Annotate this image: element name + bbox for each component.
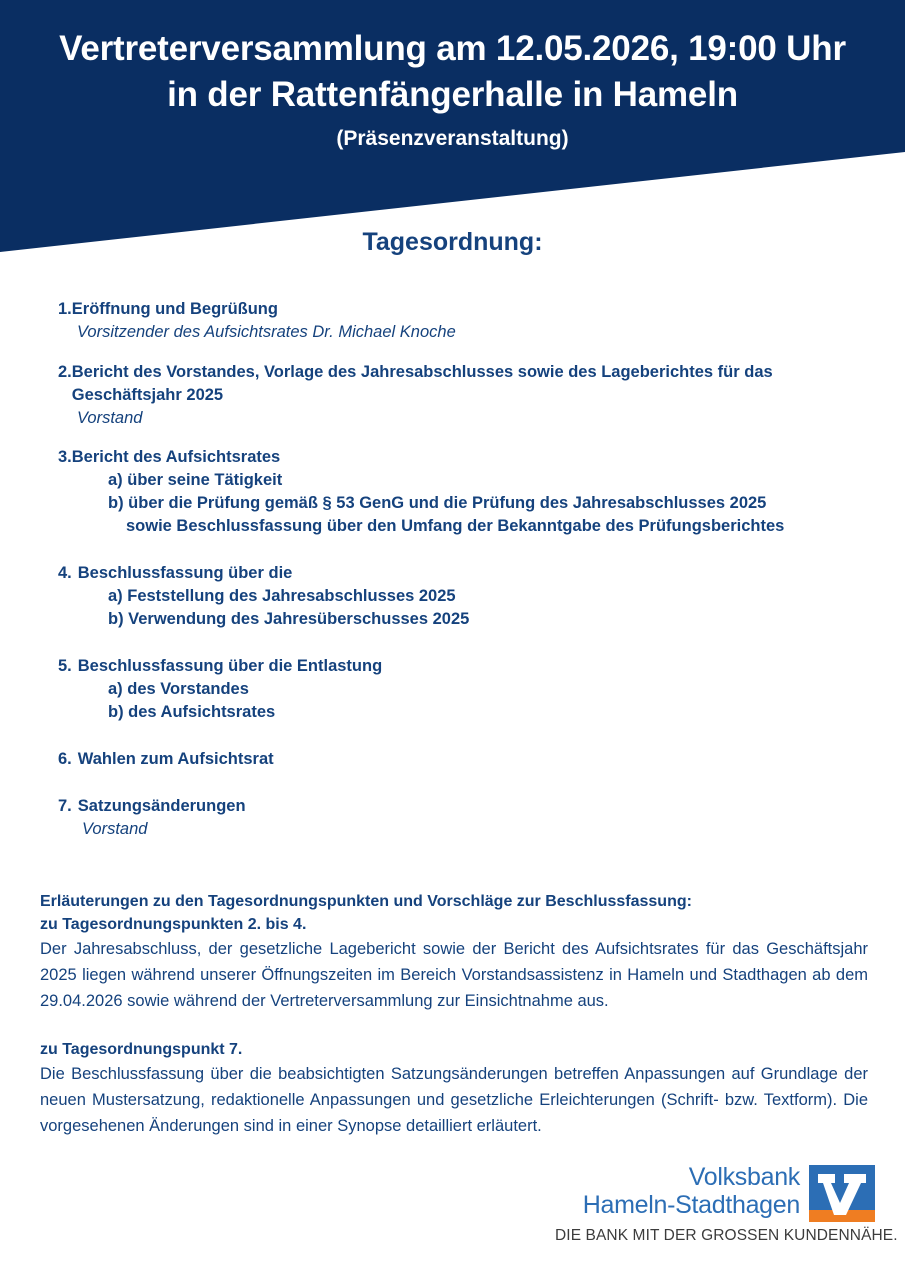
agenda-item-7-main — [58, 795, 878, 818]
agenda-item-4-title: Beschlussfassung über die — [77, 564, 293, 582]
agenda-item-6-number: 6. — [58, 750, 72, 768]
logo-line-hameln-stadthagen: Hameln-Stadthagen — [582, 1191, 800, 1219]
agenda-item-3 — [58, 446, 878, 538]
agenda-item-5-title: Beschlussfassung über die Entlastung — [77, 657, 383, 675]
agenda-item-3-subitem-b-continuation: sowie Beschlussfassung über den Umfang der Bekanntgabe des Prüfungsberichtes — [126, 517, 785, 535]
agenda-item-4-subitem-b: b) Verwendung des Jahresüberschusses 2025 — [108, 610, 470, 628]
explanatory-notes — [40, 890, 868, 1157]
agenda-item-4 — [58, 562, 878, 631]
agenda-item-6-main — [58, 748, 878, 771]
agenda-item-4-subitem-a: a) Feststellung des Jahresabschlusses 2025 — [108, 587, 456, 605]
agenda-item-6-title: Wahlen zum Aufsichtsrat — [77, 750, 274, 768]
agenda-item-5-subitem-a: a) des Vorstandes — [108, 680, 249, 698]
agenda-item-7-title: Satzungsänderungen — [77, 797, 246, 815]
note-block-2-heading: zu Tagesordnungspunkt 7. — [40, 1041, 243, 1058]
note-block-item-7 — [40, 1038, 868, 1139]
note-block-items-2-to-4 — [40, 890, 868, 1014]
agenda-item-3-number: 3. — [58, 448, 72, 466]
agenda-item-4-main — [58, 562, 878, 585]
agenda-item-2-main — [58, 361, 878, 407]
event-title-line-1: Vertreterversammlung am 12.05.2026, 19:00 Uhr — [59, 29, 846, 68]
agenda-item-2 — [58, 361, 878, 430]
agenda-item-1-number: 1. — [58, 300, 72, 318]
agenda-item-2-number: 2. — [58, 363, 72, 381]
agenda-item-3-title: Bericht des Aufsichtsrates — [71, 448, 281, 466]
agenda-item-3-subitem-b: b) über die Prüfung gemäß § 53 GenG und die Prüfung des Jahresabschlusses 2025 — [108, 494, 767, 512]
note-block-1-body: Der Jahresabschluss, der gesetzliche Lagebericht sowie der Bericht des Aufsichtsrates für das Geschäftsjahr 2025 liegen während unserer Öffnungszeiten im Bereich Vorstandsassistenz in Hameln und Stadthagen ab dem 29.04.2026 sowie während der Vertreterversammlung zur Einsichtnahme aus. — [40, 940, 868, 1010]
volksbank-logo — [555, 1163, 898, 1245]
agenda-item-5 — [58, 655, 878, 724]
event-subtitle: (Präsenzveranstaltung) — [336, 127, 569, 150]
agenda-list — [58, 298, 878, 858]
agenda-item-6 — [58, 748, 878, 771]
agenda-item-3-subitem-a: a) über seine Tätigkeit — [108, 471, 283, 489]
logo-wordmark — [583, 1163, 809, 1219]
note-block-2-body: Die Beschlussfassung über die beabsichtigten Satzungsänderungen betreffen Anpassungen auf Grundlage der neuen Mustersatzung, redaktionelle Anpassungen und gesetzliche Erleichterungen (Schrift- bzw. Textform). Die vorgesehenen Änderungen sind in einer Synopse detailliert erläutert. — [40, 1065, 868, 1135]
agenda-item-1-main — [58, 298, 878, 321]
agenda-item-3-main — [58, 446, 878, 469]
agenda-item-5-number: 5. — [58, 657, 72, 675]
logo-line-volksbank: Volksbank — [688, 1163, 800, 1191]
note-block-1-heading-line-1: Erläuterungen zu den Tagesordnungspunkten und Vorschläge zur Beschlussfassung: — [40, 893, 692, 910]
note-block-1-heading-line-2: zu Tagesordnungspunkten 2. bis 4. — [40, 916, 307, 933]
agenda-item-7-number: 7. — [58, 797, 72, 815]
agenda-item-4-number: 4. — [58, 564, 72, 582]
logo-top-row — [555, 1163, 875, 1222]
logo-claim: DIE BANK MIT DER GROSSEN KUNDENNÄHE. — [555, 1227, 898, 1244]
agenda-item-1-title: Eröffnung und Begrüßung — [71, 300, 278, 318]
agenda-item-7 — [58, 795, 878, 841]
vr-bank-logo-icon — [809, 1165, 875, 1222]
agenda-item-1-speaker: Vorsitzender des Aufsichtsrates Dr. Michael Knoche — [77, 323, 456, 341]
agenda-item-2-title: Bericht des Vorstandes, Vorlage des Jahresabschlusses sowie des Lageberichtes für das Geschäftsjahr 2025 — [71, 363, 773, 404]
agenda-item-5-subitem-b: b) des Aufsichtsrates — [108, 703, 276, 721]
agenda-heading: Tagesordnung: — [362, 228, 543, 256]
header-text-block — [0, 0, 905, 154]
agenda-item-1 — [58, 298, 878, 344]
event-title-line-2: in der Rattenfängerhalle in Hameln — [167, 75, 738, 114]
agenda-item-5-main — [58, 655, 878, 678]
agenda-item-7-speaker: Vorstand — [82, 820, 148, 838]
agenda-item-2-speaker: Vorstand — [77, 409, 143, 427]
